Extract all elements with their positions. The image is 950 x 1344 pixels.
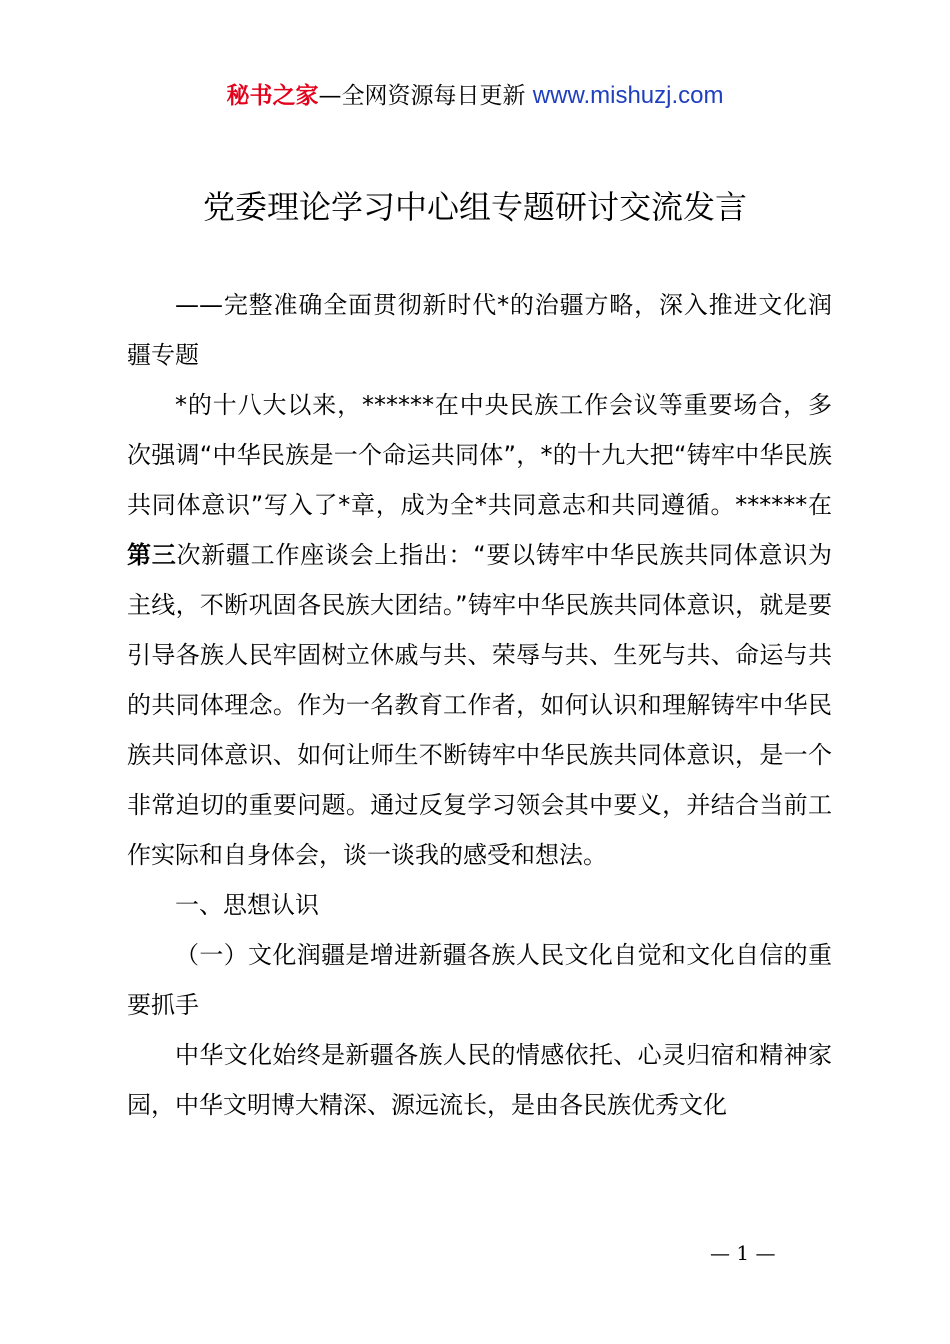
banner-brand: 秘书之家 xyxy=(226,83,319,109)
section-1-heading: 一、思想认识 xyxy=(175,891,319,919)
document-subtitle: ——完整准确全面贯彻新时代*的治疆方略，深入推进文化润疆专题 xyxy=(127,291,832,369)
paragraph-1-bold: 第三 xyxy=(127,541,177,569)
paragraph-1 xyxy=(127,380,832,880)
banner-slogan: —全网资源每日更新 xyxy=(318,83,526,109)
document-body xyxy=(127,280,832,1130)
page-number: — 1 — xyxy=(710,1241,776,1265)
subsection-1-heading: （一）文化润疆是增进新疆各族人民文化自觉和文化自信的重要抓手 xyxy=(127,941,832,1019)
banner-url-link[interactable]: www.mishuzj.com xyxy=(532,82,724,109)
paragraph-2: 中华文化始终是新疆各族人民的情感依托、心灵归宿和精神家园，中华文明博大精深、源远流长，是由各民族优秀文化 xyxy=(127,1041,832,1119)
paragraph-1-text-a: *的十八大以来，******在中央民族工作会议等重要场合，多次强调“中华民族是一个命运共同体”，*的十九大把“铸牢中华民族共同体意识”写入了*章，成为全*共同意志和共同遵循。******在 xyxy=(127,391,832,519)
document-title: 党委理论学习中心组专题研讨交流发言 xyxy=(202,188,747,226)
header-banner xyxy=(0,80,950,112)
paragraph-1-text-b: 次新疆工作座谈会上指出：“要以铸牢中华民族共同体意识为主线，不断巩固各民族大团结。”铸牢中华民族共同体意识，就是要引导各族人民牢固树立休戚与共、荣辱与共、生死与共、命运与共的共同体理念。作为一名教育工作者，如何认识和理解铸牢中华民族共同体意识、如何让师生不断铸牢中华民族共同体意识，是一个非常迫切的重要问题。通过反复学习领会其中要义，并结合当前工作实际和自身体会，谈一谈我的感受和想法。 xyxy=(127,541,832,869)
